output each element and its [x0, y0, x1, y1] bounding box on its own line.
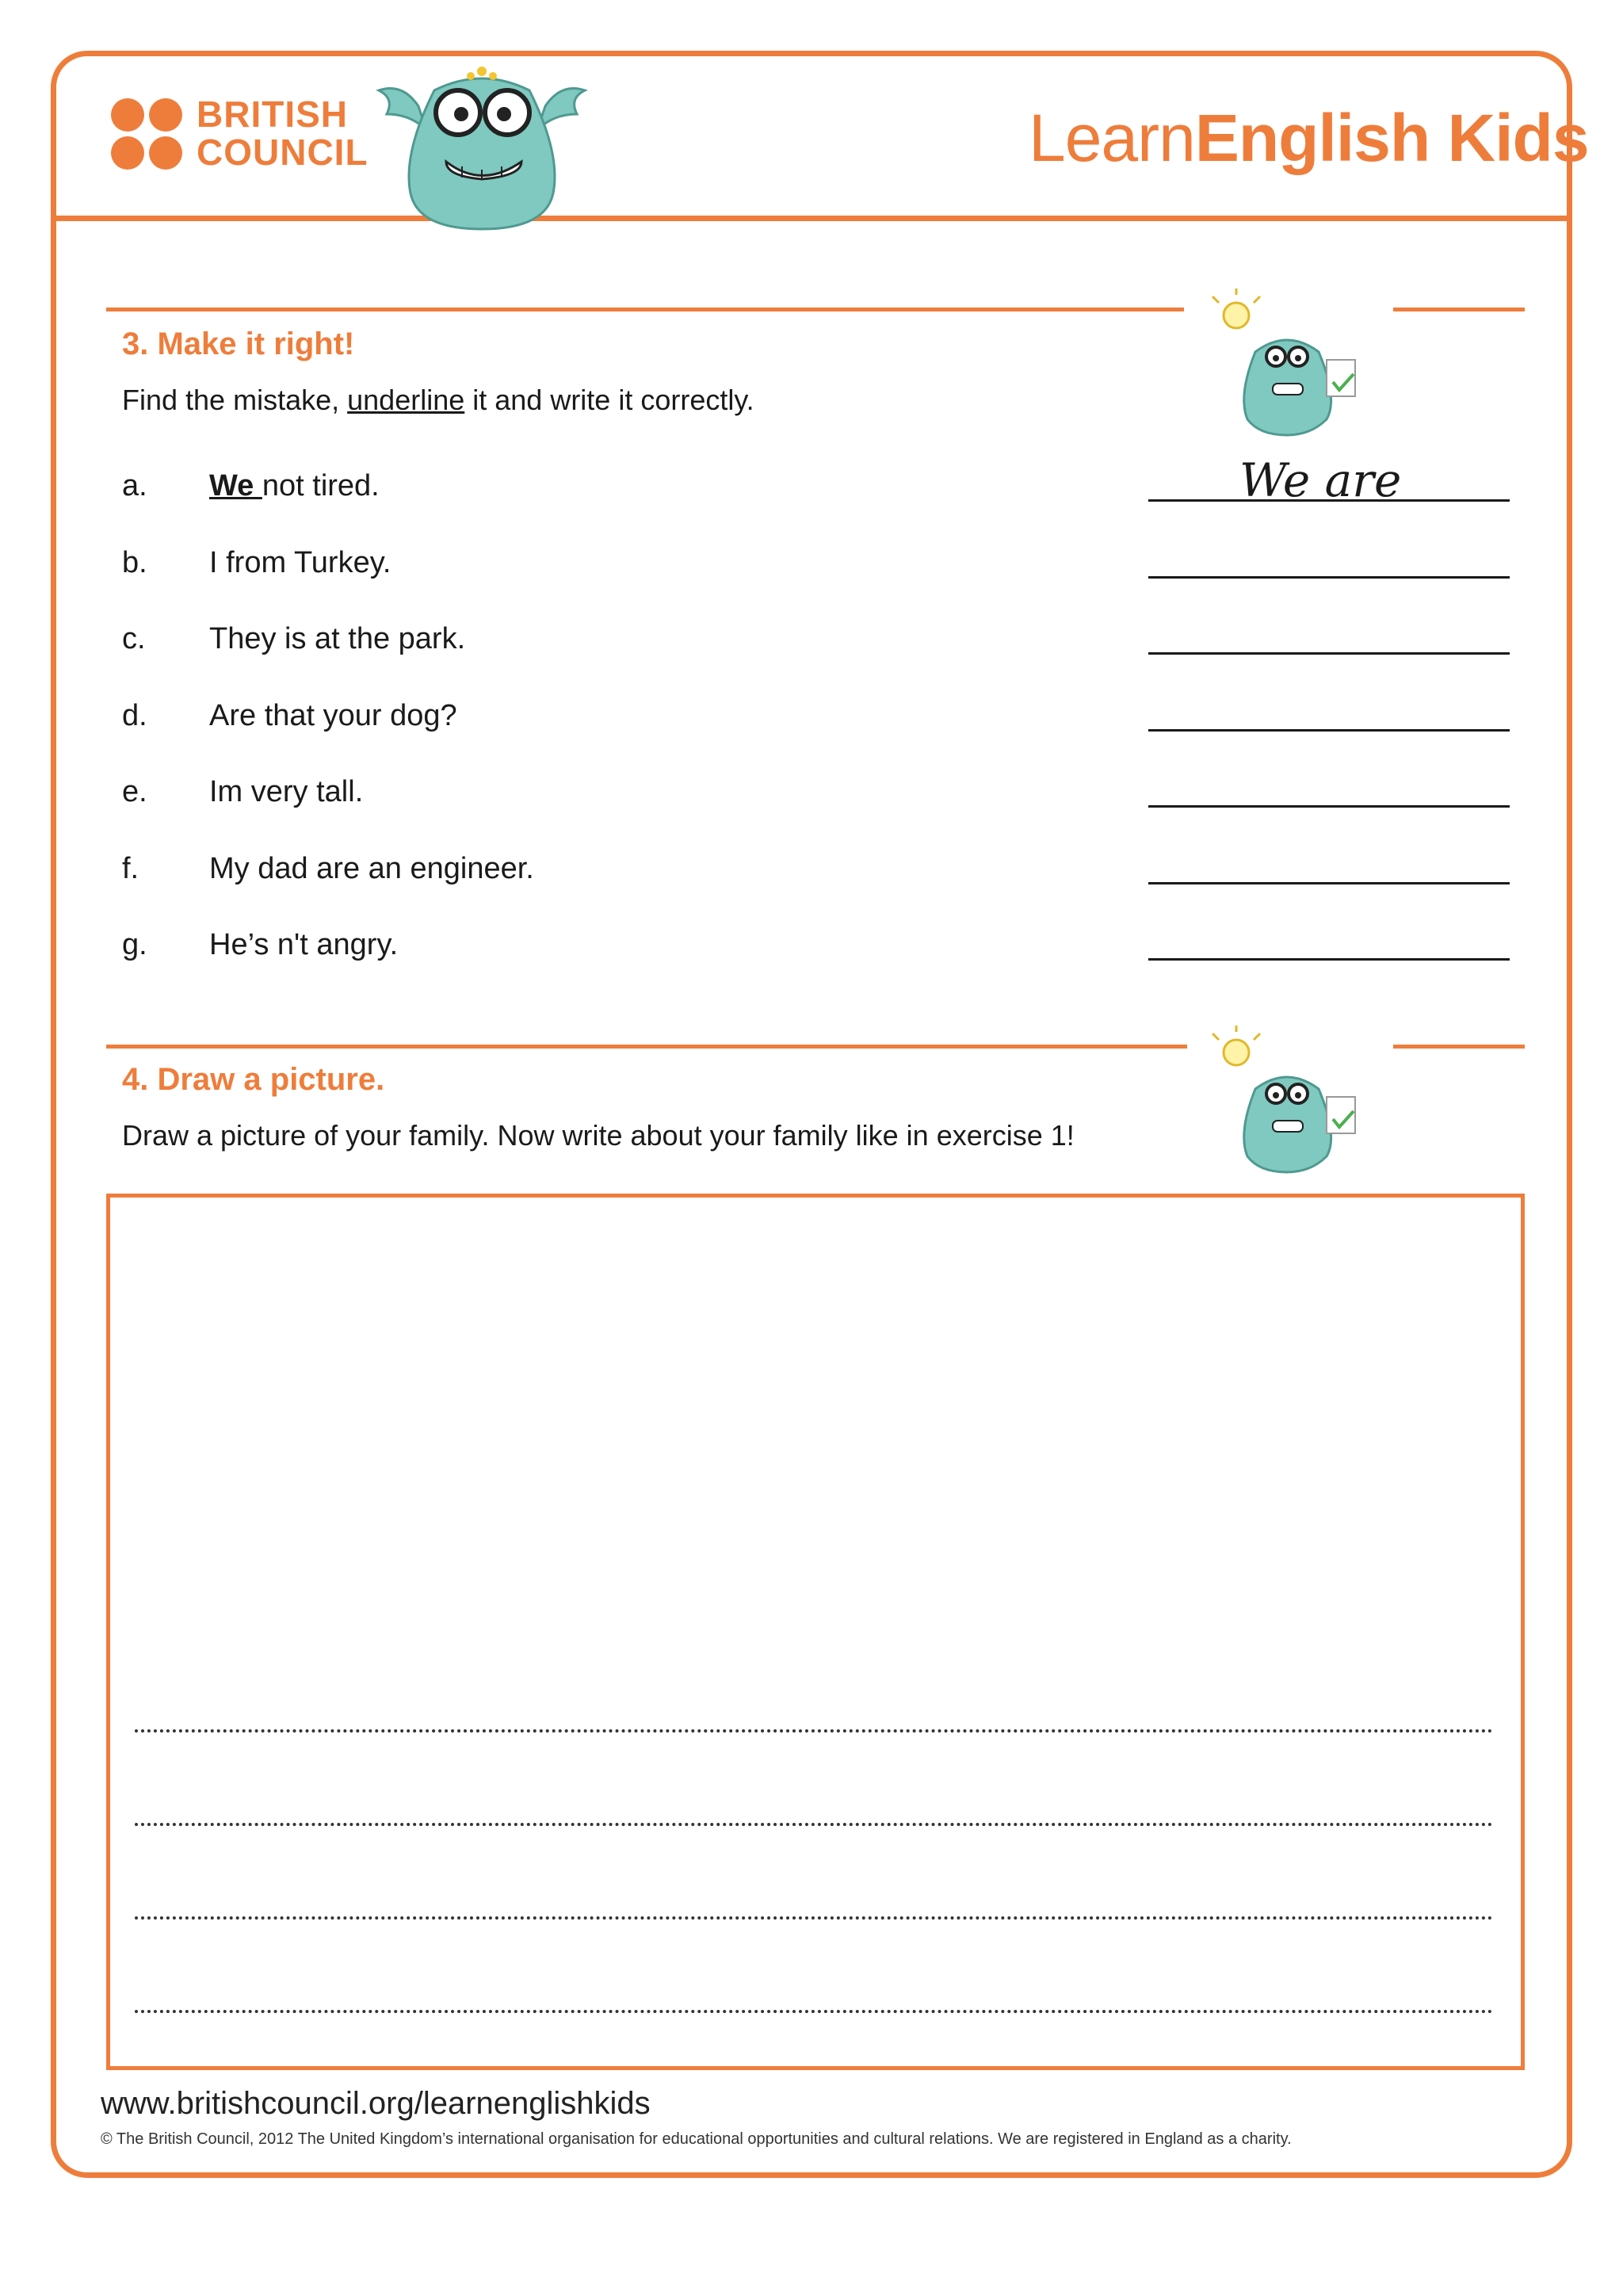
- question-letter: d.: [122, 698, 147, 732]
- writing-line[interactable]: [135, 1916, 1493, 1920]
- writing-line[interactable]: [135, 1823, 1493, 1826]
- question-letter: c.: [122, 622, 146, 655]
- question-sentence: [209, 852, 534, 886]
- section3-instruction: Find the mistake, underline it and write it correctly.: [122, 384, 754, 416]
- question-letter: a.: [122, 469, 147, 502]
- british-council-dots-icon: [111, 98, 184, 171]
- question-letter: e.: [122, 775, 147, 808]
- question-letter: f.: [122, 851, 139, 885]
- header-divider: [51, 216, 1572, 221]
- section4-rule-left: [106, 1045, 1187, 1049]
- sentence-text: I from Turkey.: [209, 545, 391, 579]
- footer-copyright: © The British Council, 2012 The United Kingdom’s international organisation for educational opportunities and cultural relations. We are registered in England as a charity.: [101, 2130, 1292, 2148]
- question-row: [122, 852, 1517, 900]
- mascot-idea-icon: [1200, 1026, 1374, 1176]
- writing-line[interactable]: [135, 2010, 1493, 2013]
- section3-title: 3. Make it right!: [122, 327, 355, 361]
- footer-url: www.britishcouncil.org/learnenglishkids: [101, 2086, 651, 2121]
- answer-line[interactable]: [1148, 882, 1510, 884]
- sentence-text: Im very tall.: [209, 775, 364, 808]
- answer-line[interactable]: [1148, 652, 1510, 655]
- question-row: [122, 546, 1517, 594]
- question-sentence: [209, 928, 398, 962]
- question-row: [122, 775, 1517, 823]
- question-row: [122, 699, 1517, 747]
- mascot-idea-icon: [1200, 288, 1374, 439]
- british-council-wordmark: BRITISH COUNCIL: [197, 94, 369, 173]
- question-sentence: [209, 699, 457, 733]
- question-letter: b.: [122, 545, 147, 579]
- question-row: [122, 622, 1517, 670]
- section4-rule-right: [1393, 1045, 1525, 1049]
- drawing-area[interactable]: [106, 1194, 1525, 2070]
- learnenglish-kids-logo: LearnEnglish Kids: [1029, 101, 1589, 175]
- answer-line[interactable]: [1148, 958, 1510, 961]
- question-row: [122, 453, 1517, 517]
- section4-title: 4. Draw a picture.: [122, 1062, 385, 1097]
- answer-line[interactable]: [1148, 805, 1510, 808]
- question-sentence: [209, 546, 391, 580]
- answer-line[interactable]: [1148, 729, 1510, 732]
- writing-line[interactable]: [135, 1729, 1493, 1733]
- question-sentence: [209, 622, 465, 656]
- sentence-text: Are that your dog?: [209, 698, 457, 732]
- question-sentence: [209, 469, 380, 503]
- section3-rule-right: [1393, 308, 1525, 311]
- section3-rule-left: [106, 308, 1184, 311]
- question-row: [122, 928, 1517, 976]
- monster-mascot-icon: [363, 59, 601, 233]
- handwritten-answer: We are: [1239, 453, 1402, 507]
- underlined-mistake: We: [209, 469, 262, 502]
- question-sentence: [209, 775, 363, 809]
- question-letter: g.: [122, 928, 147, 961]
- answer-line[interactable]: [1148, 576, 1510, 579]
- sentence-text: not tired.: [262, 469, 380, 502]
- sentence-text: He’s n't angry.: [209, 928, 399, 961]
- sentence-text: They is at the park.: [209, 622, 466, 655]
- section4-instruction: Draw a picture of your family. Now write about your family like in exercise 1!: [122, 1119, 1075, 1152]
- sentence-text: My dad are an engineer.: [209, 851, 534, 885]
